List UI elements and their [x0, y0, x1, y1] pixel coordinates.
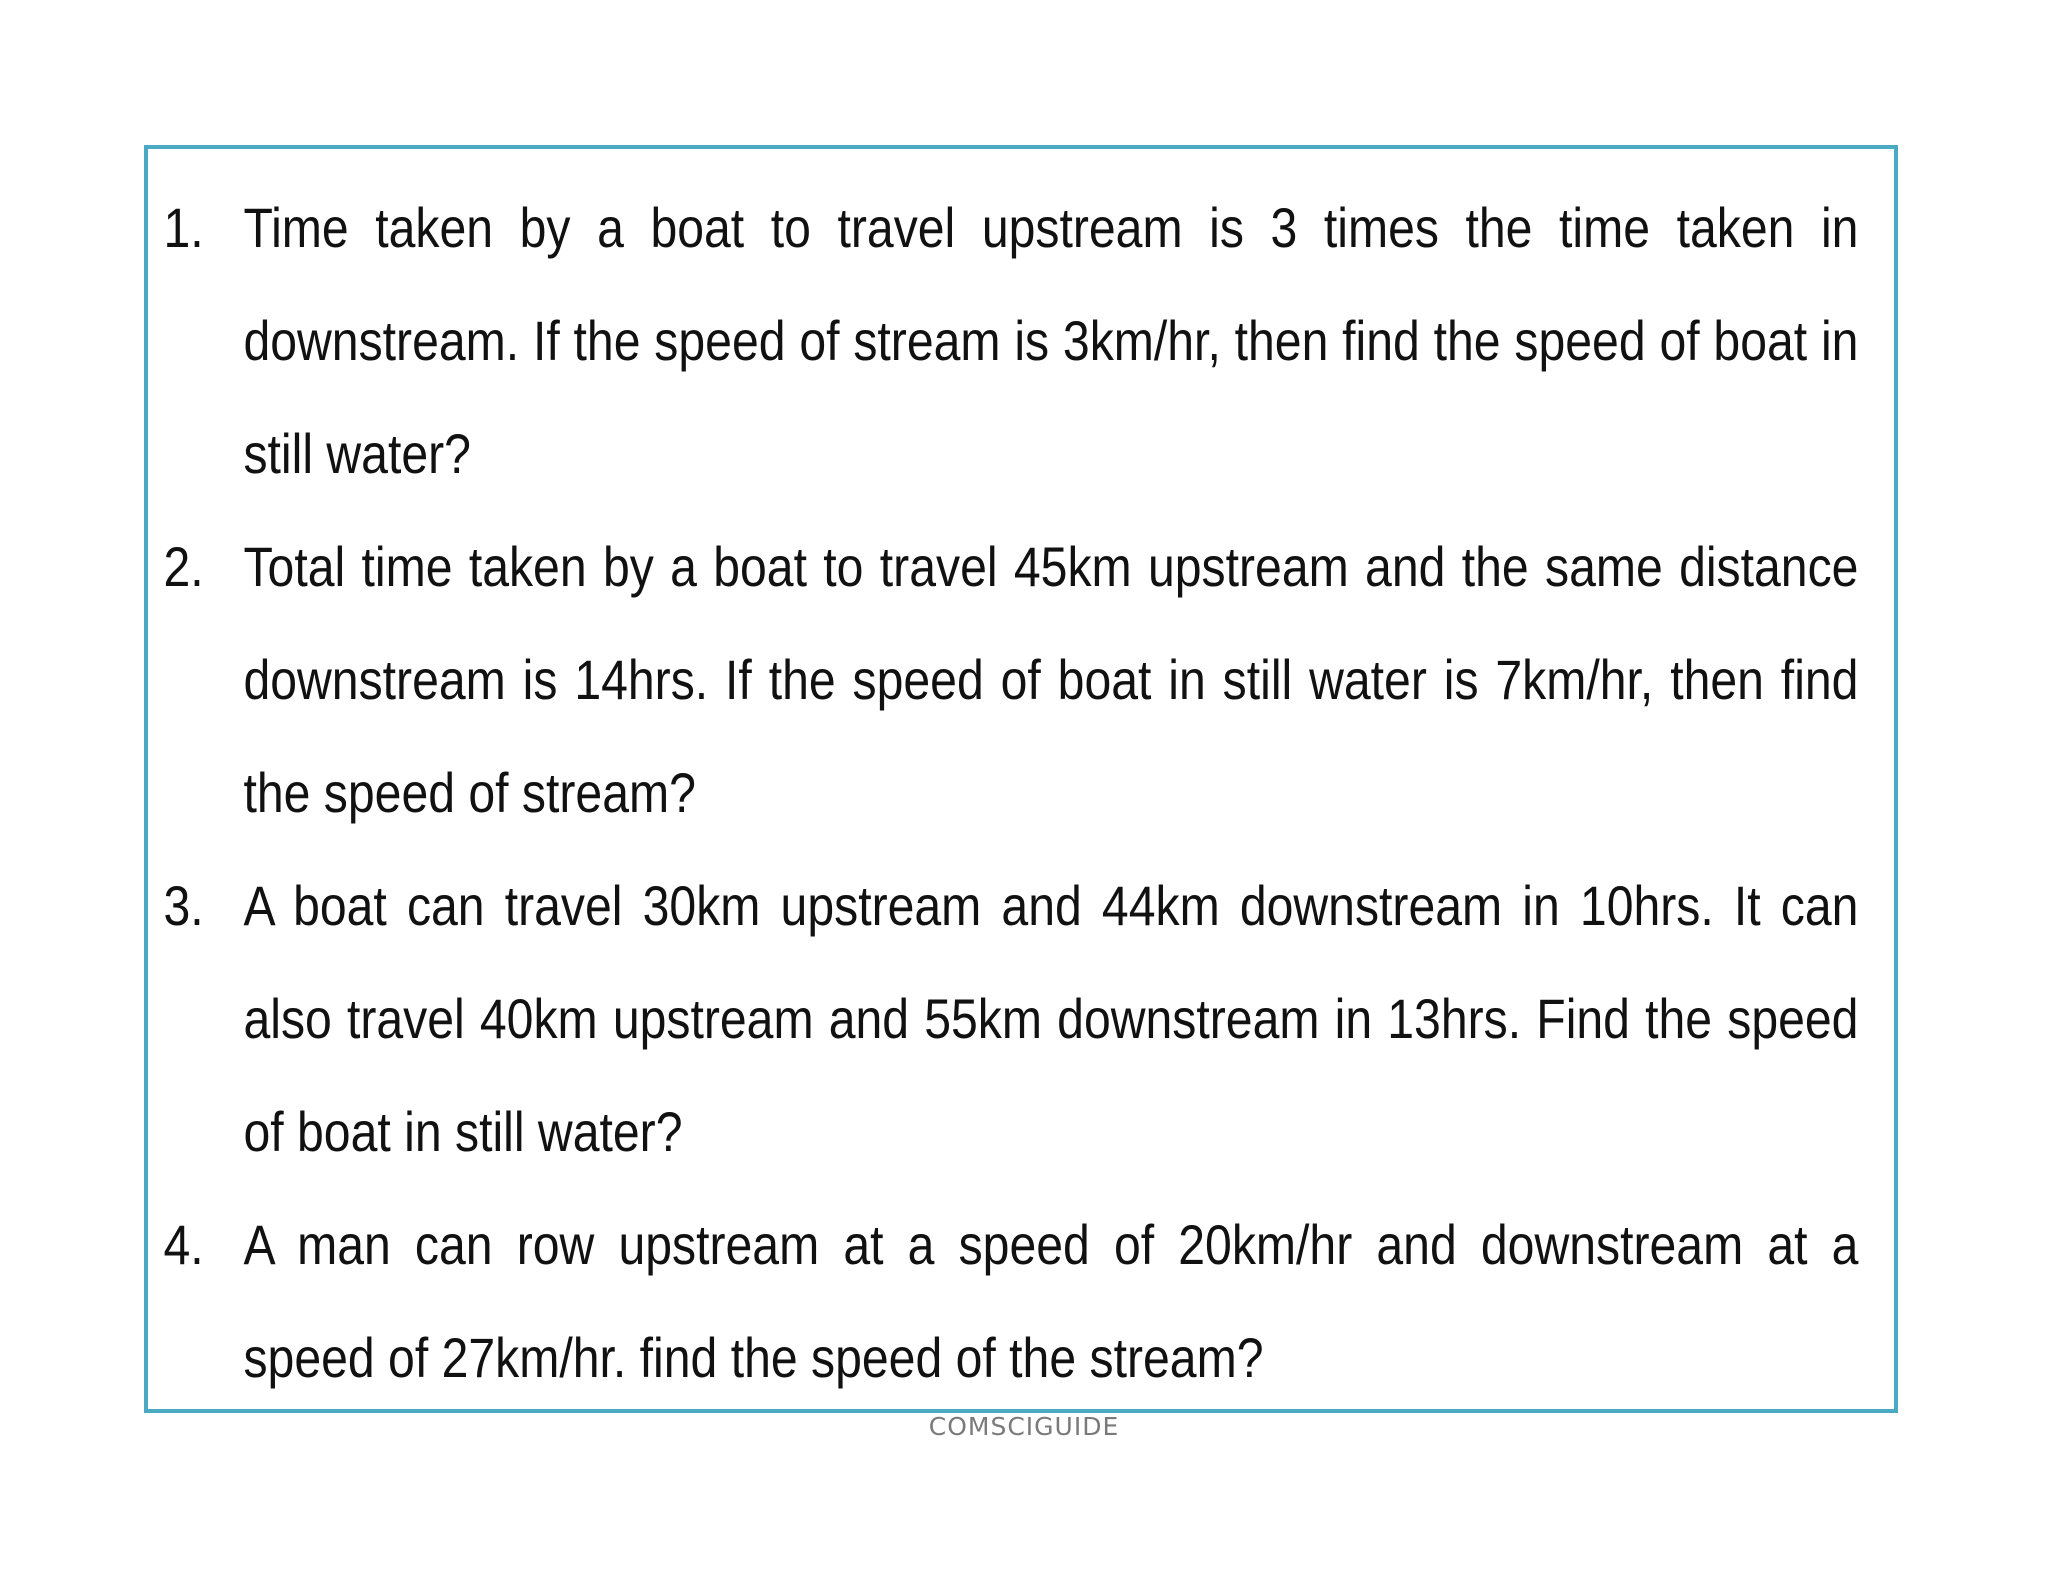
questions-box: [144, 145, 1898, 1413]
question-number: 1.: [163, 196, 204, 259]
question-number: 2.: [163, 535, 204, 598]
question-text: Total time taken by a boat to travel 45km upstream and the same distance downstream is 14hrs. If the speed of boat in still water is 7km/hr, then find the speed of stream?: [243, 535, 1859, 824]
question-text: A boat can travel 30km upstream and 44km downstream in 10hrs. It can also travel 40km upstream and 55km downstream in 13hrs. Find the speed of boat in still water?: [243, 874, 1859, 1163]
question-text: A man can row upstream at a speed of 20km/hr and downstream at a speed of 27km/hr. find the speed of the stream?: [243, 1213, 1859, 1389]
question-item-4: [148, 1188, 1876, 1414]
footer-label: COMSCIGUIDE: [928, 1412, 1120, 1441]
question-item-1: [148, 171, 1876, 510]
question-list: [148, 171, 1894, 1414]
question-item-2: [148, 510, 1876, 849]
question-item-3: [148, 849, 1876, 1188]
question-number: 4.: [163, 1213, 204, 1276]
question-text: Time taken by a boat to travel upstream is 3 times the time taken in downstream. If the speed of stream is 3km/hr, then find the speed of boat in still water?: [243, 196, 1859, 485]
question-number: 3.: [163, 874, 204, 937]
